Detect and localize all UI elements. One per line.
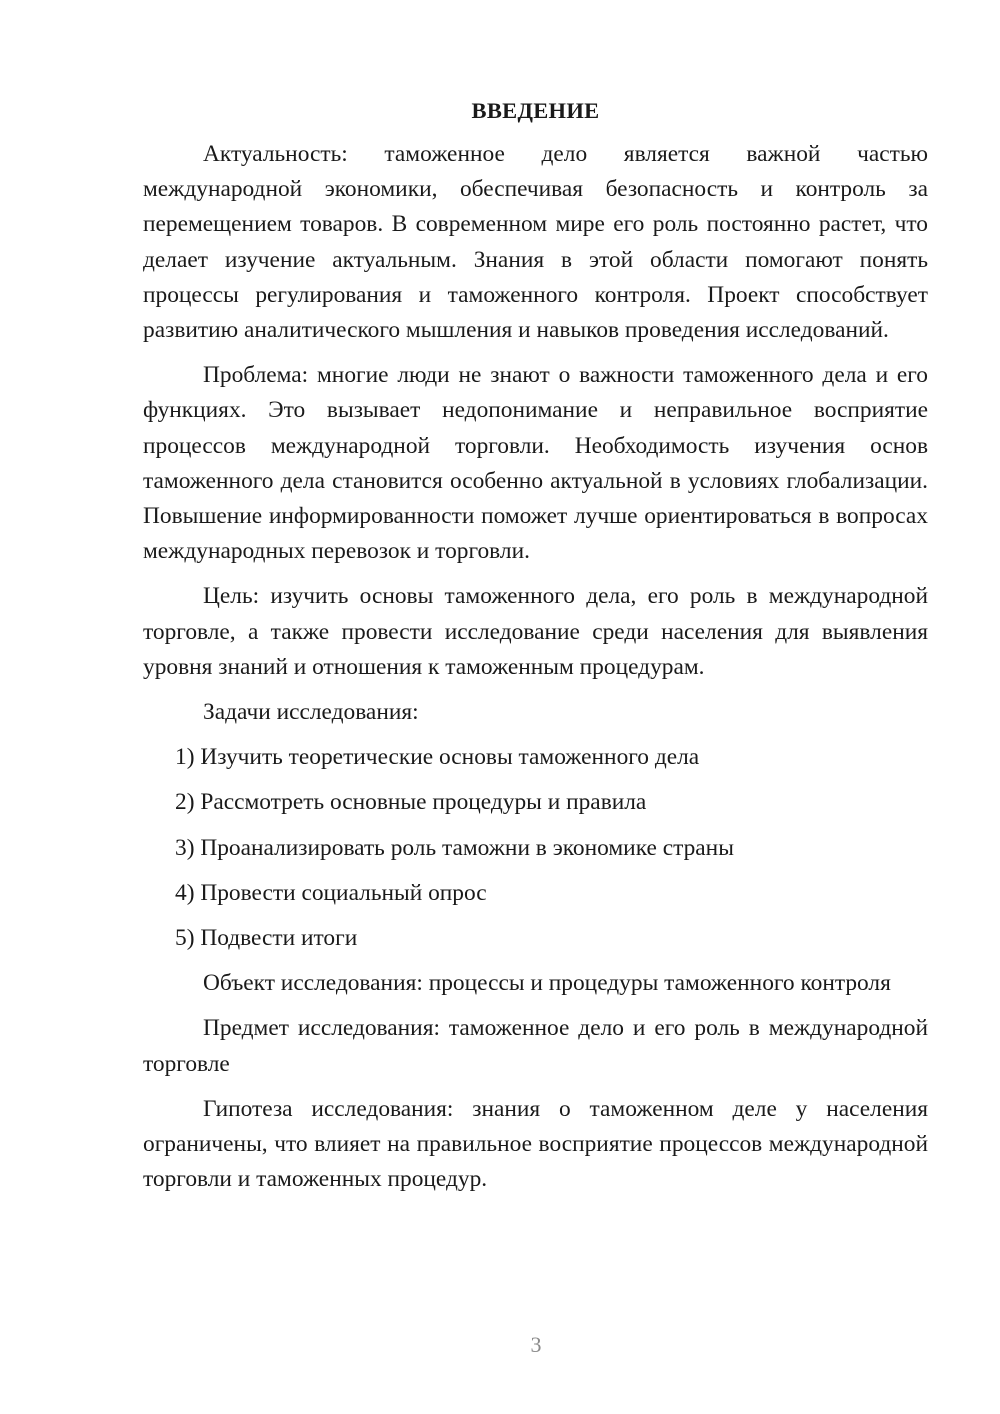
list-item: 4) Провести социальный опрос bbox=[175, 879, 487, 906]
page-number: 3 bbox=[530, 1332, 542, 1357]
object-paragraph: Объект исследования: процессы и процедуры таможенного контроля bbox=[203, 970, 891, 997]
subject-paragraph: Предмет исследования: таможенное дело и его роль в международной торговле bbox=[143, 1015, 928, 1077]
tasks-heading: Задачи исследования: bbox=[203, 699, 419, 726]
document-body bbox=[143, 96, 928, 1207]
relevance-paragraph: Актуальность: таможенное дело является важной частью международной экономики, обеспечивая безопасность и контроль за перемещением товаров. В современном мире его роль постоянно растет, что делает изучение актуальным. Знания в этой области помогают понять процессы регулирования и таможенного контроля. Проект способствует развитию аналитического мышления и навыков проведения исследований. bbox=[143, 141, 928, 344]
tasks-list bbox=[143, 740, 928, 956]
goal-paragraph: Цель: изучить основы таможенного дела, его роль в международной торговле, а также провести исследование среди населения для выявления уровня знаний и отношения к таможенным процедурам. bbox=[143, 583, 928, 680]
list-item: 5) Подвести итоги bbox=[175, 925, 358, 952]
hypothesis-paragraph: Гипотеза исследования: знания о таможенном деле у населения ограничены, что влияет на правильное восприятие процессов международной торговли и таможенных процедур. bbox=[143, 1095, 928, 1193]
list-item: 3) Проанализировать роль таможни в экономике страны bbox=[175, 834, 734, 861]
list-item: 1) Изучить теоретические основы таможенного дела bbox=[175, 744, 700, 771]
page-title: ВВЕДЕНИЕ bbox=[471, 98, 600, 123]
list-item: 2) Рассмотреть основные процедуры и правила bbox=[175, 789, 647, 816]
problem-paragraph: Проблема: многие люди не знают о важности таможенного дела и его функциях. Это вызывает недопонимание и неправильное восприятие процессов международной торговли. Необходимость изучения основ таможенного дела становится особенно актуальной в условиях глобализации. Повышение информированности поможет лучше ориентироваться в вопросах международных перевозок и торговли. bbox=[143, 362, 928, 565]
